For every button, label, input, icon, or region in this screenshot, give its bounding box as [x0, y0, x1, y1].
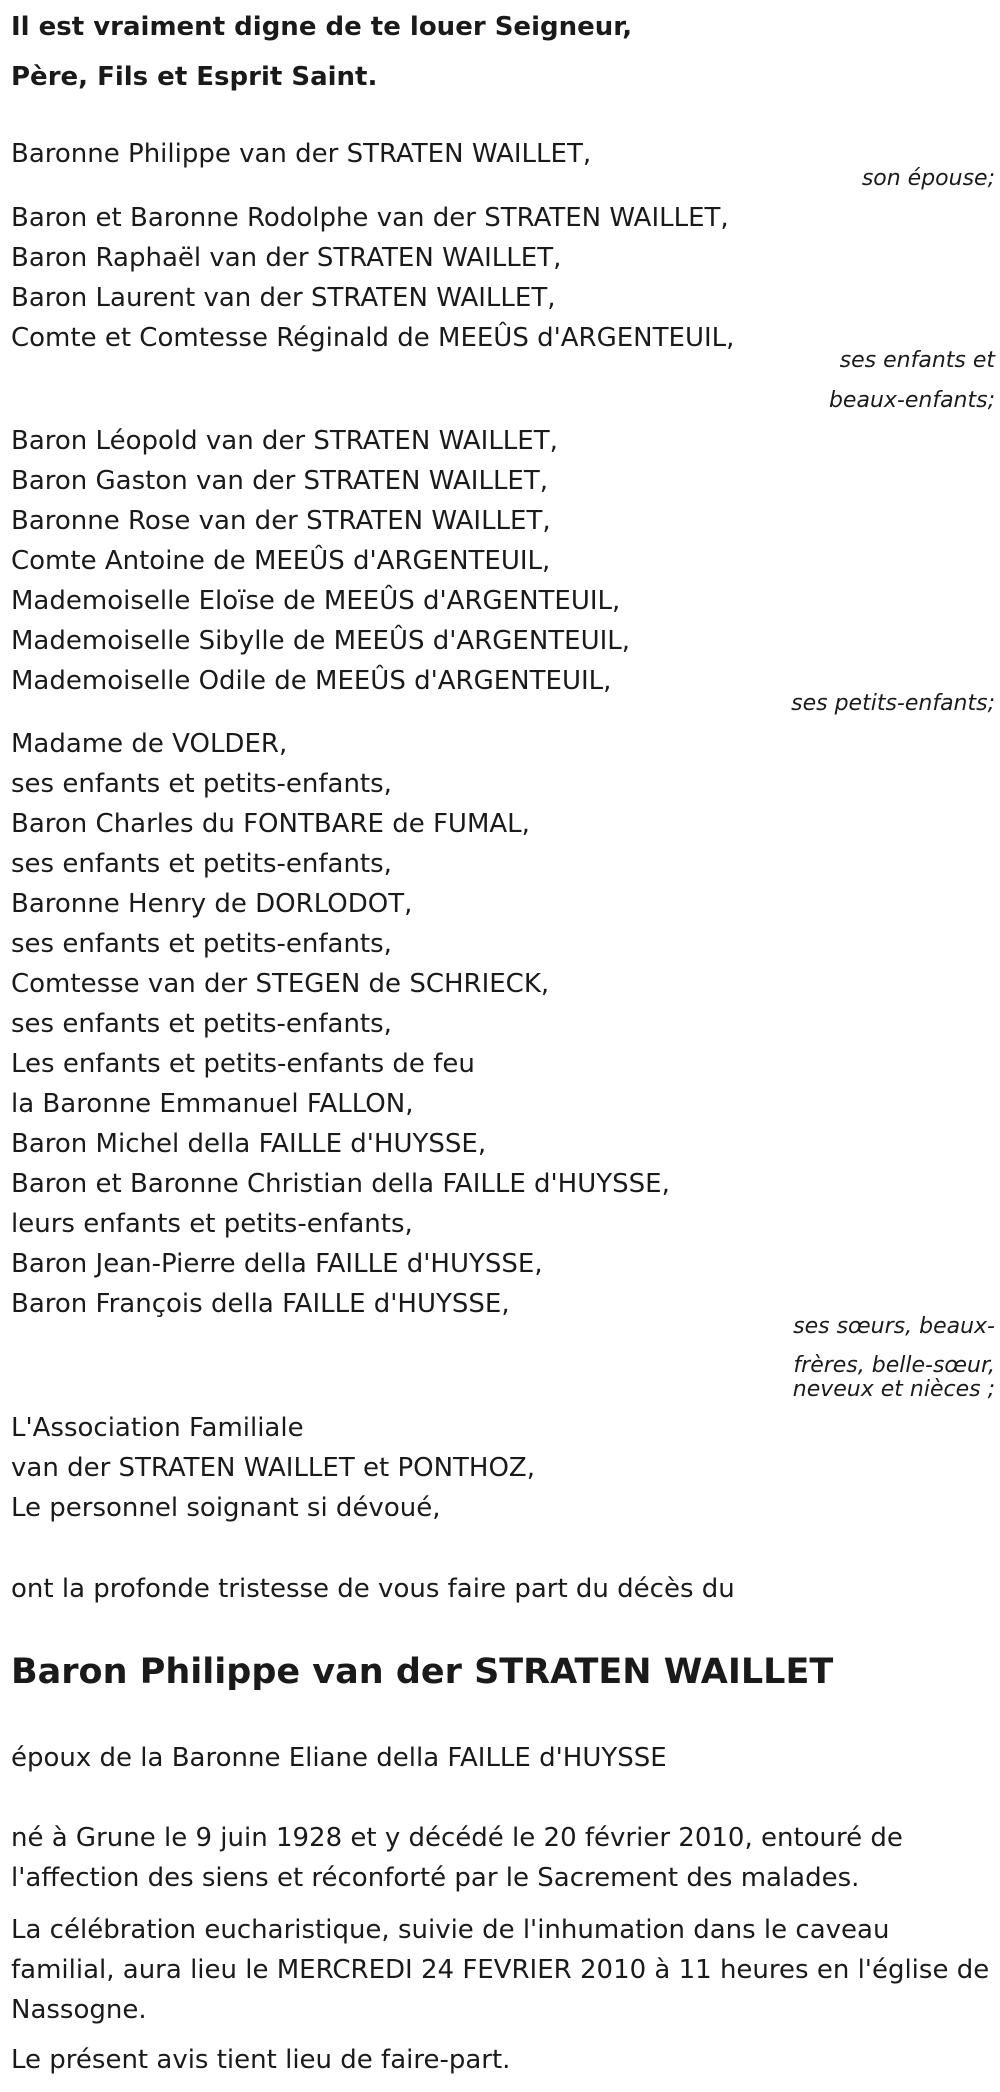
sibling-line: Baron François della FAILLE d'HUYSSE,	[11, 1289, 510, 1319]
opening-prayer-line-1: Il est vraiment digne de te louer Seigneur,	[11, 12, 633, 42]
spouse-of-line: époux de la Baronne Eliane della FAILLE d'HUYSSE	[11, 1743, 667, 1773]
staff-line: Le personnel soignant si dévoué,	[11, 1493, 441, 1523]
sibling-line: Baron et Baronne Christian della FAILLE d'HUYSSE,	[11, 1169, 670, 1199]
association-line: L'Association Familiale	[11, 1413, 304, 1443]
deceased-name: Baron Philippe van der STRATEN WAILLET	[11, 1652, 834, 1692]
announcement: ont la profonde tristesse de vous faire part du décès du	[11, 1574, 735, 1604]
sibling-line: Baron Charles du FONTBARE de FUMAL,	[11, 809, 530, 839]
sibling-line: ses enfants et petits-enfants,	[11, 769, 392, 799]
sibling-line: ses enfants et petits-enfants,	[11, 1009, 392, 1039]
birth-death-paragraph: né à Grune le 9 juin 1928 et y décédé le 20 février 2010, entouré de l'affection des siens et réconforté par le Sacrement des malades.	[11, 1823, 903, 1893]
sibling-line: la Baronne Emmanuel FALLON,	[11, 1089, 414, 1119]
grandchild-name: Comte Antoine de MEEÛS d'ARGENTEUIL,	[11, 546, 551, 576]
ceremony-paragraph: La célébration eucharistique, suivie de l'inhumation dans le caveau familial, aura lieu le MERCREDI 24 FEVRIER 2010 à 11 heures en l'église de Nassogne.	[11, 1915, 990, 2025]
grandchild-name: Mademoiselle Eloïse de MEEÛS d'ARGENTEUIL,	[11, 586, 621, 616]
closing-line: Le présent avis tient lieu de faire-part.	[11, 2045, 511, 2075]
grandchild-name: Baron Léopold van der STRATEN WAILLET,	[11, 426, 558, 456]
grandchildren-relation: ses petits-enfants;	[791, 691, 995, 716]
sibling-line: Les enfants et petits-enfants de feu	[11, 1049, 475, 1079]
sibling-line: Madame de VOLDER,	[11, 729, 288, 759]
grandchild-name: Baronne Rose van der STRATEN WAILLET,	[11, 506, 551, 536]
grandchild-name: Mademoiselle Odile de MEEÛS d'ARGENTEUIL,	[11, 666, 612, 696]
grandchild-name: Baron Gaston van der STRATEN WAILLET,	[11, 466, 548, 496]
sibling-line: Baron Michel della FAILLE d'HUYSSE,	[11, 1129, 487, 1159]
siblings-relation-line-2: frères, belle-sœur,	[793, 1353, 995, 1378]
siblings-relation-line-1: ses sœurs, beaux-	[793, 1314, 995, 1339]
child-name: Baron Laurent van der STRATEN WAILLET,	[11, 283, 556, 313]
child-name: Baron Raphaël van der STRATEN WAILLET,	[11, 243, 562, 273]
association-line: van der STRATEN WAILLET et PONTHOZ,	[11, 1453, 536, 1483]
sibling-line: Baronne Henry de DORLODOT,	[11, 889, 413, 919]
spouse-relation: son épouse;	[861, 166, 995, 191]
grandchild-name: Mademoiselle Sibylle de MEEÛS d'ARGENTEUIL,	[11, 626, 631, 656]
children-relation-line-2: beaux-enfants;	[828, 388, 995, 413]
sibling-line: leurs enfants et petits-enfants,	[11, 1209, 413, 1239]
child-name: Comte et Comtesse Réginald de MEEÛS d'ARGENTEUIL,	[11, 323, 735, 353]
children-relation-line-1: ses enfants et	[839, 348, 995, 373]
child-name: Baron et Baronne Rodolphe van der STRATEN WAILLET,	[11, 203, 729, 233]
sibling-line: Comtesse van der STEGEN de SCHRIECK,	[11, 969, 550, 999]
sibling-line: ses enfants et petits-enfants,	[11, 929, 392, 959]
opening-prayer-line-2: Père, Fils et Esprit Saint.	[11, 62, 378, 92]
sibling-line: ses enfants et petits-enfants,	[11, 849, 392, 879]
sibling-line: Baron Jean-Pierre della FAILLE d'HUYSSE,	[11, 1249, 543, 1279]
siblings-relation-line-3: neveux et nièces ;	[792, 1377, 995, 1402]
spouse-name: Baronne Philippe van der STRATEN WAILLET,	[11, 139, 592, 169]
